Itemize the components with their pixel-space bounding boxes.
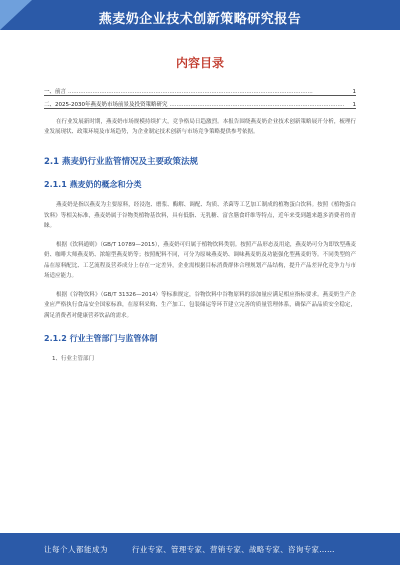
toc-title: 内容目录 <box>175 56 224 70</box>
section-heading: 2.1 燕麦奶行业监管情况及主要政策法规 <box>44 157 199 167</box>
toc-entry-page: 1 <box>352 89 356 95</box>
body-paragraph: 燕麦奶是指以燕麦为主要原料，经浸泡、磨浆、酶解、调配、均质、杀菌等工艺加工制成的植物蛋白饮料。按照《植物蛋白饮料》等相关标准，燕麦奶属于谷物类植物基饮料，具有低脂、无乳糖、富含膳食纤维等特点，近年来受到越来越多消费者的青睐。 <box>44 202 356 229</box>
body-paragraph: 根据《饮料通则》（GB/T 10789—2015），燕麦奶可归属于植物饮料类别。按照产品形态及用途，燕麦奶可分为即饮型燕麦奶、咖啡大师燕麦奶、浓缩型燕麦奶等；按照配料不同，可分为原味燕麦奶、调味燕麦奶及功能强化型燕麦奶等。不同类型的产品在原料配比、工艺流程及营养成分上存在一定差异，企业需根据目标消费群体合理规划产品结构，提升产品差异化竞争力与市场适应能力。 <box>44 241 356 279</box>
page-body <box>44 44 356 362</box>
toc-entry[interactable] <box>44 98 356 109</box>
page-header <box>0 0 400 30</box>
toc-entry-label: 二、2025-2030年燕麦奶市场前景及投资策略研究 <box>44 102 168 108</box>
footer-slogan: 让每个人都能成为 <box>44 545 108 554</box>
subsection-heading: 2.1.1 燕麦奶的概念和分类 <box>44 180 142 189</box>
report-title: 燕麦奶企业技术创新策略研究报告 <box>98 12 302 27</box>
toc-leader-dots: ............................................................................................................................................ <box>68 89 313 95</box>
toc-leader-dots: .................................................................................................... <box>169 102 345 108</box>
page-footer <box>0 533 400 565</box>
toc-entry-page: 1 <box>352 102 356 108</box>
list-item: 1、行业主管部门 <box>52 356 94 362</box>
toc-entry-label: 一、前言 <box>44 89 67 95</box>
toc-entry[interactable] <box>44 85 356 96</box>
subsection-heading: 2.1.2 行业主管部门与监管体制 <box>44 334 158 343</box>
body-paragraph: 根据《谷物饮料》（GB/T 31326—2014）等标准规定，谷物饮料中谷物原料的添加量应满足相应指标要求。燕麦奶生产企业应严格执行食品安全国家标准，在原料采购、生产加工、包装储运等环节建立完善的质量管理体系，确保产品品质安全稳定，满足消费者对健康营养饮品的需求。 <box>44 291 356 319</box>
toc-intro-paragraph: 在行业发展新时期，燕麦奶市场规模持续扩大，竞争格局日趋激烈。本报告围绕燕麦奶企业技术创新策略展开分析，梳理行业发展现状、政策环境及市场趋势，为企业制定技术创新与市场竞争策略提供参考依据。 <box>44 119 356 135</box>
footer-tagline: 行业专家、管理专家、营销专家、战略专家、咨询专家…… <box>132 545 335 554</box>
